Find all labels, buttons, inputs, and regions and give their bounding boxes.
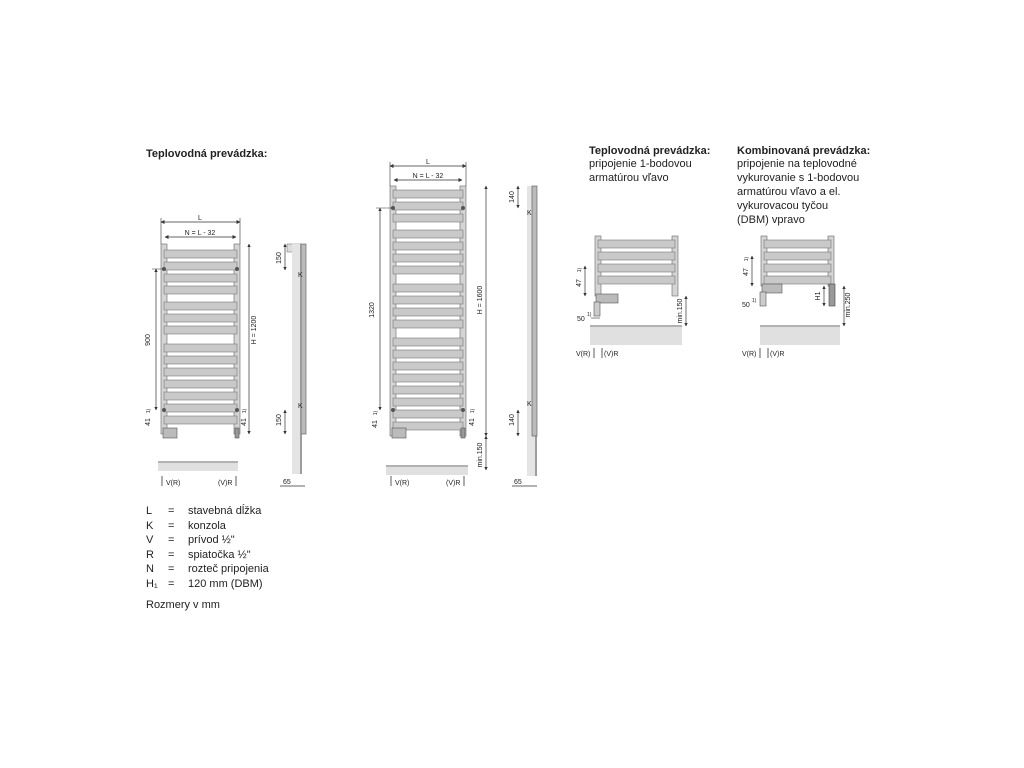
small-radiator-front-view bbox=[145, 215, 258, 487]
legend-row bbox=[146, 519, 269, 534]
middle-RV-label: (V)R bbox=[604, 351, 619, 358]
right-50-sup: 1) bbox=[752, 298, 757, 304]
small-H-label: H = 1200 bbox=[251, 315, 258, 345]
right-heading: Kombinovaná prevádzka: bbox=[737, 145, 871, 157]
middle-50-label: 50 bbox=[577, 316, 585, 323]
units-footnote: Rozmery v mm bbox=[146, 599, 220, 611]
small-RV-label: (V)R bbox=[218, 480, 233, 487]
small-L-label: L bbox=[198, 215, 202, 222]
middle-VR-label: V(R) bbox=[576, 351, 591, 358]
right-VR-label: V(R) bbox=[742, 351, 757, 358]
big-radiator-side-view bbox=[509, 186, 537, 486]
small-41-left-label: 41 bbox=[145, 418, 152, 426]
legend-key: V bbox=[146, 534, 154, 546]
legend-row bbox=[146, 562, 269, 577]
small-41-right-sup: 1) bbox=[242, 408, 248, 414]
small-900-label: 900 bbox=[145, 334, 152, 346]
legend-key: N bbox=[146, 563, 154, 575]
right-min250-label: min.250 bbox=[845, 292, 852, 318]
left-heading: Teplovodná prevádzka: bbox=[146, 148, 268, 160]
legend-text: 120 mm (DBM) bbox=[188, 577, 263, 590]
big-VR-label: V(R) bbox=[395, 480, 410, 487]
middle-connection-diagram bbox=[576, 236, 686, 358]
right-caption-line-5: (DBM) vpravo bbox=[737, 214, 805, 226]
big-side-K-bottom: K bbox=[527, 401, 532, 408]
small-41-right-label: 41 bbox=[241, 418, 248, 426]
small-radiator-side-view bbox=[276, 244, 306, 486]
legend-row bbox=[146, 533, 269, 548]
legend-text: rozteč pripojenia bbox=[188, 563, 269, 575]
legend-key: L bbox=[146, 505, 153, 517]
legend-eq: = bbox=[168, 548, 175, 561]
big-side-K-top: K bbox=[527, 210, 532, 217]
middle-47-label: 47 bbox=[576, 279, 583, 287]
big-1320-label: 1320 bbox=[369, 302, 376, 318]
legend-eq: = bbox=[168, 577, 175, 590]
big-41-right-label: 41 bbox=[469, 418, 476, 426]
big-side-65: 65 bbox=[514, 479, 522, 486]
legend-row bbox=[146, 548, 269, 563]
big-side-140-top: 140 bbox=[509, 191, 516, 203]
big-L-label: L bbox=[426, 159, 430, 166]
small-side-150-bottom: 150 bbox=[276, 414, 283, 426]
small-side-K-top: K bbox=[298, 272, 303, 279]
legend-eq: = bbox=[168, 519, 175, 532]
right-47-sup: 1) bbox=[744, 256, 750, 262]
right-caption-line-3: armatúrou vľavo a el. bbox=[737, 186, 841, 198]
middle-min150-label: min.150 bbox=[677, 298, 684, 324]
right-combined-diagram bbox=[742, 236, 852, 358]
big-41-left-label: 41 bbox=[372, 420, 379, 428]
middle-caption-line-1: pripojenie 1-bodovou bbox=[589, 158, 692, 170]
middle-heading: Teplovodná prevádzka: bbox=[589, 145, 711, 157]
middle-caption-line-2: armatúrou vľavo bbox=[589, 172, 669, 184]
legend-text: spiatočka ½" bbox=[188, 548, 251, 561]
legend-row bbox=[146, 504, 269, 519]
legend-key: K bbox=[146, 519, 154, 532]
legend-key: R bbox=[146, 548, 154, 561]
big-41-left-sup: 1) bbox=[373, 410, 379, 416]
legend-text: konzola bbox=[188, 519, 226, 532]
big-side-140-bottom: 140 bbox=[509, 414, 516, 426]
small-side-150-top: 150 bbox=[276, 252, 283, 264]
big-41-right-sup: 1) bbox=[470, 408, 476, 414]
small-VR-label: V(R) bbox=[166, 480, 181, 487]
legend-eq: = bbox=[168, 563, 175, 575]
small-N-label: N = L - 32 bbox=[184, 230, 216, 237]
big-RV-label: (V)R bbox=[446, 480, 461, 487]
small-41-left-sup: 1) bbox=[146, 408, 152, 414]
legend-row bbox=[146, 577, 269, 592]
legend-eq: = bbox=[168, 505, 175, 517]
legend-text: stavebná dĺžka bbox=[188, 505, 262, 517]
big-min150-label: min.150 bbox=[477, 442, 484, 468]
middle-47-sup: 1) bbox=[577, 267, 583, 273]
right-RV-label: (V)R bbox=[770, 351, 785, 358]
right-caption-line-4: vykurovacou tyčou bbox=[737, 200, 829, 212]
small-side-65: 65 bbox=[283, 479, 291, 486]
small-side-K-bottom: K bbox=[298, 403, 303, 410]
big-H-label: H = 1600 bbox=[477, 285, 484, 315]
right-caption-line-2: vykurovanie s 1-bodovou bbox=[737, 172, 860, 184]
right-47-label: 47 bbox=[743, 268, 750, 276]
right-caption-line-1: pripojenie na teplovodné bbox=[737, 158, 857, 170]
legend-eq: = bbox=[168, 534, 175, 546]
legend-text: prívod ½" bbox=[188, 534, 235, 546]
big-N-label: N = L - 32 bbox=[412, 173, 444, 180]
middle-50-sup: 1) bbox=[587, 312, 592, 318]
legend bbox=[146, 504, 269, 591]
right-H1-label: H1 bbox=[815, 291, 822, 301]
right-50-label: 50 bbox=[742, 302, 750, 309]
big-radiator-front-view bbox=[369, 159, 486, 487]
legend-key: H₁ bbox=[146, 577, 158, 590]
